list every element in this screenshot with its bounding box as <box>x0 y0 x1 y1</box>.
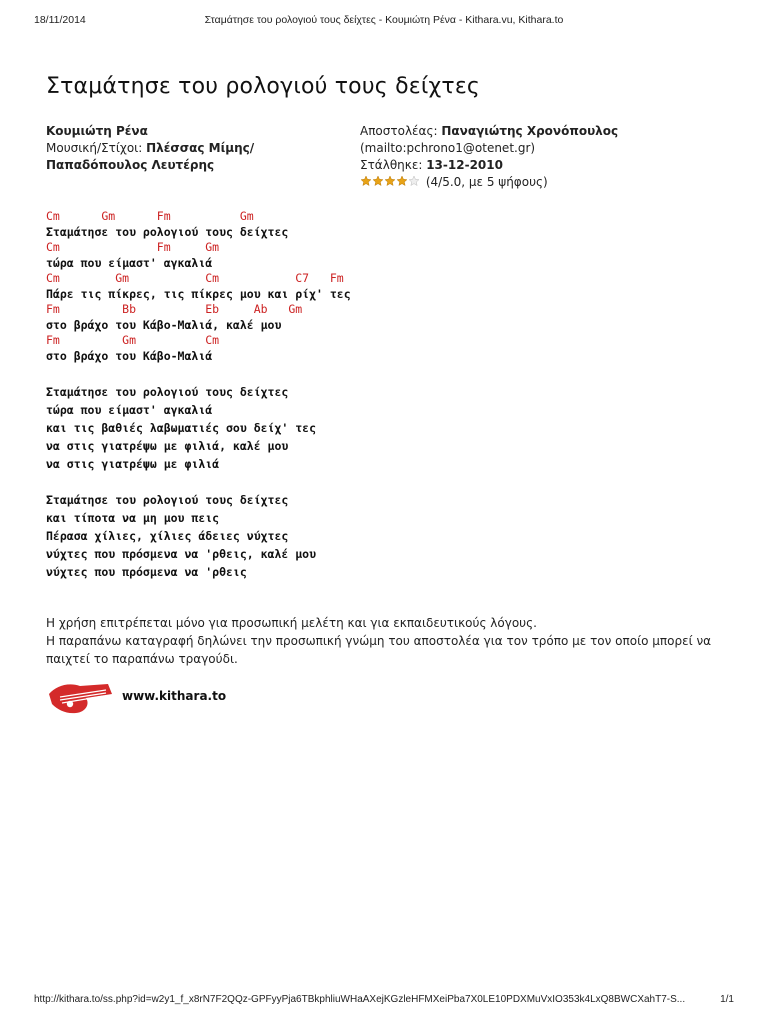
chord-line: Cm Gm Cm C7 Fm <box>46 271 344 285</box>
lyric-line: να στις γιατρέψω με φιλιά, καλέ μου <box>46 439 289 453</box>
lyrics-with-chords <box>46 210 351 581</box>
lyric-line: στο βράχο του Κάβο-Μαλιά <box>46 349 213 363</box>
star-filled-icon[interactable] <box>384 175 396 187</box>
credits-label: Μουσική/Στίχοι: <box>46 141 143 155</box>
kithara-logo-icon[interactable] <box>46 680 116 716</box>
lyric-line: Σταμάτησε του ρολογιού τους δείχτες <box>46 225 289 239</box>
sender-email[interactable]: (mailto:pchrono1@otenet.gr) <box>360 141 536 155</box>
print-footer <box>34 994 734 1008</box>
song-title: Σταμάτησε του ρολογιού τους δείχτες <box>46 74 481 99</box>
lyric-line: στο βράχο του Κάβο-Μαλιά, καλέ μου <box>46 318 282 332</box>
submission-meta <box>360 123 720 191</box>
lyric-line: τώρα που είμαστ' αγκαλιά <box>46 403 213 417</box>
sent-date: 13-12-2010 <box>426 158 503 172</box>
lyric-line: και τις βαθιές λαβωματιές σου δείχ' τες <box>46 421 317 435</box>
site-logo-row <box>46 680 346 720</box>
lyric-line: Σταμάτησε του ρολογιού τους δείχτες <box>46 385 289 399</box>
lyric-line: και τίποτα να μη μου πεις <box>46 511 220 525</box>
sender-label: Αποστολέας: <box>360 124 438 138</box>
lyric-line: νύχτες που πρόσμενα να 'ρθεις <box>46 565 247 579</box>
sent-row <box>360 157 720 174</box>
stanza-gap <box>46 473 351 491</box>
disclaimer-line: Η παραπάνω καταγραφή δηλώνει την προσωπική γνώμη του αποστολέα για τον τρόπο με τον οποίο μπορεί να παιχτεί το παραπάνω τραγούδι. <box>46 634 712 666</box>
rating-text: (4/5.0, με 5 ψήφους) <box>425 175 548 189</box>
sender-name[interactable]: Παναγιώτης Χρονόπουλος <box>441 124 619 138</box>
credits-value[interactable]: Πλέσσας Μίμης/Παπαδόπουλος Λευτέρης <box>46 141 255 172</box>
usage-notice <box>46 614 736 668</box>
sent-label: Στάλθηκε: <box>360 158 423 172</box>
lyric-line: Πάρε τις πίκρες, τις πίκρες μου και ρίχ' τες <box>46 287 351 301</box>
print-date: 18/11/2014 <box>34 14 86 26</box>
song-meta <box>46 123 346 174</box>
credits <box>46 140 346 174</box>
site-url-link[interactable]: www.kithara.to <box>122 689 227 703</box>
stanza-gap <box>46 365 351 383</box>
sender-row <box>360 123 720 140</box>
chord-line: Cm Gm Fm Gm <box>46 209 254 223</box>
lyric-line: Σταμάτησε του ρολογιού τους δείχτες <box>46 493 289 507</box>
rating-row <box>360 174 720 191</box>
usage-notice-line: Η χρήση επιτρέπεται μόνο για προσωπική μελέτη και για εκπαιδευτικούς λόγους. <box>46 616 537 630</box>
artist-link[interactable]: Κουμιώτη Ρένα <box>46 124 148 138</box>
chord-line: Fm Gm Cm <box>46 333 220 347</box>
print-page-title: Σταμάτησε του ρολογιού τους δείχτες - Κουμιώτη Ρένα - Kithara.vu, Kithara.to <box>204 14 564 26</box>
page-number: 1/1 <box>720 994 734 1005</box>
chord-line: Cm Fm Gm <box>46 240 220 254</box>
print-url: http://kithara.to/ss.php?id=w2y1_f_x8rN7F2QQz-GPFyyPja6TBkphliuWHaAXejKGzleHFMXeiPba7X0LE10PDXMuVxIO353k4LxQ8BWCXahT7-S... <box>34 994 686 1005</box>
star-filled-icon[interactable] <box>396 175 408 187</box>
chord-line: Fm Bb Eb Ab Gm <box>46 302 303 316</box>
lyric-line: Πέρασα χίλιες, χίλιες άδειες νύχτες <box>46 529 289 543</box>
star-filled-icon[interactable] <box>372 175 384 187</box>
lyric-line: νύχτες που πρόσμενα να 'ρθεις, καλέ μου <box>46 547 317 561</box>
lyric-line: τώρα που είμαστ' αγκαλιά <box>46 256 213 270</box>
star-filled-icon[interactable] <box>360 175 372 187</box>
lyric-line: να στις γιατρέψω με φιλιά <box>46 457 220 471</box>
rating-stars[interactable] <box>360 175 420 187</box>
star-empty-icon[interactable] <box>408 175 420 187</box>
